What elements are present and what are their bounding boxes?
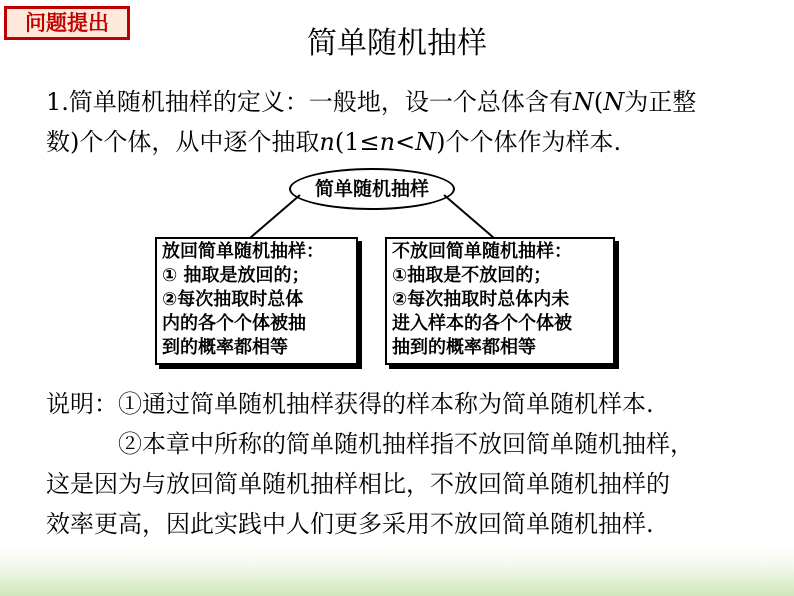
definition-text: < [395,128,416,156]
connector-right [444,195,494,238]
definition-text: (1≤ [334,128,380,156]
note-line: ②本章中所称的简单随机抽样指不放回简单随机抽样， [118,430,694,458]
definition-text: 为正整 [624,88,697,116]
definition-text: 1.简单随机抽样的定义：一般地，设一个总体含有 [46,88,573,116]
math-var: N [415,128,437,156]
box-line: 进入样本的各个个体被 [392,313,572,334]
page-title: 简单随机抽样 [307,26,487,61]
box-line: ②每次抽取时总体内未 [392,289,570,310]
notes-paragraph [46,384,694,544]
definition-text: ( [593,88,604,116]
box-line: ① 抽取是放回的； [162,265,310,286]
definition-text: )个个体作为样本. [436,128,622,156]
math-var: N [572,88,594,116]
math-var: n [379,128,396,156]
box-line: 不放回简单随机抽样： [392,241,572,262]
root-node: 简单随机抽样 [289,168,455,210]
without-replacement-box [385,237,615,365]
note-line: 这是因为与放回简单随机抽样相比，不放回简单随机抽样的 [46,470,670,498]
definition-line-2 [46,122,696,162]
note-line: 说明：①通过简单随机抽样获得的样本称为简单随机样本. [46,390,654,418]
box-line: 到的概率都相等 [162,337,288,358]
connector-left [250,195,300,238]
definition-text: 数)个个体，从中逐个抽取 [46,128,320,156]
box-line: 抽到的概率都相等 [392,337,536,358]
box-line: ②每次抽取时总体 [162,289,304,310]
math-var: n [319,128,335,156]
box-line: ①抽取是不放回的； [392,265,552,286]
section-tag: 问题提出 [4,6,130,40]
math-var: N [603,88,625,116]
bottom-gradient [0,548,794,596]
box-line: 放回简单随机抽样： [162,241,324,262]
definition-paragraph [46,82,696,162]
definition-line-1 [46,82,696,122]
note-line: 效率更高，因此实践中人们更多采用不放回简单随机抽样. [46,510,654,538]
with-replacement-box [155,237,358,365]
box-line: 内的各个个体被抽 [162,313,306,334]
